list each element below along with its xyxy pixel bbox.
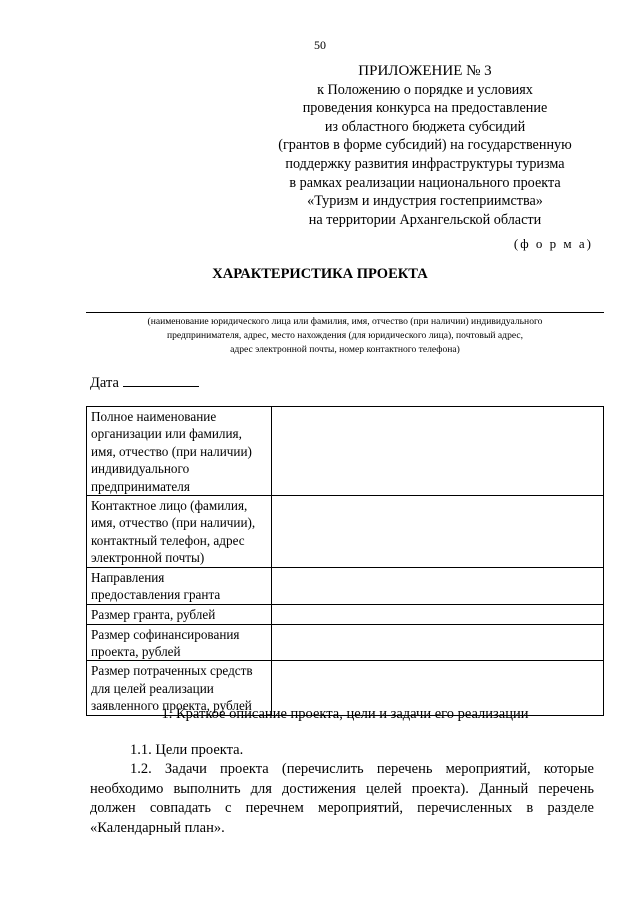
appendix-header xyxy=(250,62,600,229)
label-line: Размер гранта, рублей xyxy=(91,606,216,622)
appendix-line: к Положению о порядке и условиях xyxy=(317,81,533,98)
appendix-line: на территории Архангельской области xyxy=(308,211,542,228)
table-row-label xyxy=(87,407,272,496)
label-line: индивидуального xyxy=(91,461,190,477)
table-row xyxy=(87,567,604,604)
paragraph-goals: 1.1. Цели проекта. xyxy=(130,742,244,758)
applicant-fill-line xyxy=(86,312,604,313)
label-line: электронной почты) xyxy=(91,550,205,566)
table-row-value xyxy=(272,567,604,604)
label-line: заявленного проекта, рублей xyxy=(91,698,252,714)
label-line: Полное наименование xyxy=(91,409,217,424)
document-heading: ХАРАКТЕРИСТИКА ПРОЕКТА xyxy=(212,266,428,282)
date-blank xyxy=(123,372,199,387)
paragraph-tasks: 1.2. Задачи проекта (перечислить перечень мероприятий, которые необходимо выполнить для достижения целей проекта). Данный перечень должен совпадать с перечнем мероприятий, перечисленных в разделе «Календарный план». xyxy=(90,761,594,836)
table-row-value xyxy=(272,407,604,496)
label-line: предпринимателя xyxy=(91,478,190,494)
appendix-line: поддержку развития инфраструктуры туризма xyxy=(285,155,565,172)
label-line: имя, отчество (при наличии) xyxy=(91,443,252,459)
table-row-label xyxy=(87,624,272,661)
table-row-value xyxy=(272,604,604,624)
appendix-line: (грантов в форме субсидий) на государственную xyxy=(278,137,572,154)
page-number: 50 xyxy=(314,38,326,52)
appendix-title: ПРИЛОЖЕНИЕ № 3 xyxy=(358,63,492,79)
appendix-line: в рамках реализации национального проекта xyxy=(289,174,561,191)
label-line: организации или фамилия, xyxy=(91,426,242,442)
label-line: проекта, рублей xyxy=(91,644,181,660)
table-row-label xyxy=(87,567,272,604)
label-line: для целей реализации xyxy=(91,680,214,696)
label-line: контактный телефон, адрес xyxy=(91,532,245,548)
table-row xyxy=(87,624,604,661)
project-info-table xyxy=(86,406,604,716)
date-label: Дата xyxy=(90,375,119,391)
label-line: Размер потраченных средств xyxy=(91,663,253,679)
table-row xyxy=(87,604,604,624)
section-title: 1. Краткое описание проекта, цели и задачи его реализации xyxy=(161,706,529,722)
label-line: имя, отчество (при наличии), xyxy=(91,515,256,531)
table-row xyxy=(87,407,604,496)
appendix-line: из областного бюджета субсидий xyxy=(324,118,526,135)
form-label: (ф о р м а) xyxy=(513,236,593,251)
applicant-caption xyxy=(86,315,604,357)
caption-line: адрес электронной почты, номер контактного телефона) xyxy=(230,344,460,355)
appendix-line: «Туризм и индустрия гостеприимства» xyxy=(307,193,543,210)
date-field xyxy=(90,372,199,392)
label-line: предоставления гранта xyxy=(91,587,221,603)
table-row-label xyxy=(87,496,272,568)
table-row xyxy=(87,496,604,568)
table-row-value xyxy=(272,496,604,568)
table-row-label xyxy=(87,604,272,624)
caption-line: предпринимателя, адрес, место нахождения (для юридического лица), почтовый адрес, xyxy=(166,330,524,341)
table-row-value xyxy=(272,624,604,661)
appendix-line: проведения конкурса на предоставление xyxy=(302,100,548,117)
label-line: Направления xyxy=(91,569,165,585)
caption-line: (наименование юридического лица или фамилия, имя, отчество (при наличии) индивидуального xyxy=(147,316,543,327)
label-line: Контактное лицо (фамилия, xyxy=(91,498,248,514)
label-line: Размер софинансирования xyxy=(91,626,240,642)
